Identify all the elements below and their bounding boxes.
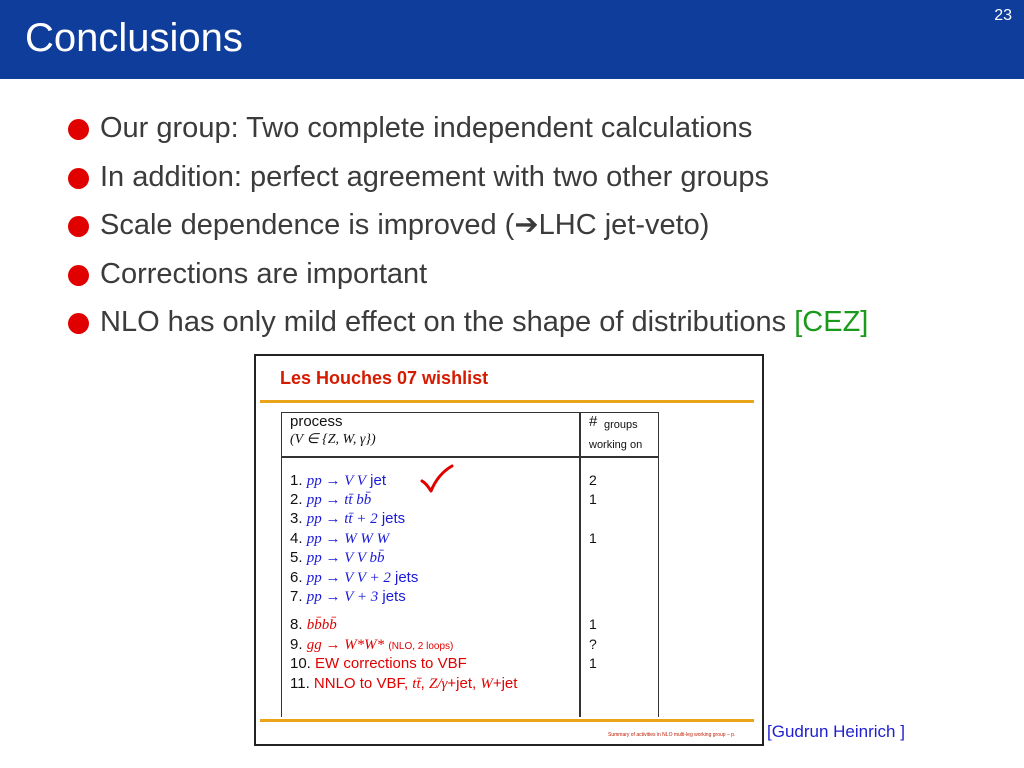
table-row <box>290 548 384 567</box>
gold-rule-bottom <box>260 719 754 722</box>
table-row <box>290 509 405 528</box>
row-text: +jet <box>492 675 518 692</box>
table-row <box>290 674 517 693</box>
table-row <box>290 568 418 587</box>
row-number: 3. <box>290 510 303 527</box>
row-text: NNLO to VBF, <box>313 675 413 692</box>
bullet-text: In addition: perfect agreement with two other groups <box>100 160 769 193</box>
table-row <box>290 654 467 673</box>
row-math: pp → W W W <box>306 531 390 547</box>
bullet-text: LHC jet-veto) <box>538 209 710 241</box>
row-text: jet <box>366 472 387 489</box>
header-bar <box>0 0 1024 79</box>
checkmark-icon <box>420 464 454 494</box>
bullet-text: NLO has only mild effect on the shape of distributions <box>100 306 795 338</box>
table-row <box>290 471 386 490</box>
bullet-list <box>68 104 868 347</box>
row-number: 5. <box>290 549 303 566</box>
row-number: 10. <box>290 655 311 672</box>
row-text: jets <box>377 510 406 527</box>
row-math: bb̄bb̄ <box>306 617 337 633</box>
row-text: jets <box>378 588 406 605</box>
table-row <box>290 587 406 606</box>
wishlist-table <box>281 412 659 717</box>
figure-footer <box>608 732 735 738</box>
footer-page: – p. <box>726 732 736 738</box>
bullet-dot-icon <box>68 265 89 286</box>
table-row <box>290 635 453 654</box>
bullet-text: Scale dependence is improved ( <box>100 209 515 241</box>
credit: [Gudrun Heinrich ] <box>767 722 905 741</box>
row-number: 1. <box>290 472 303 489</box>
bullet-dot-icon <box>68 313 89 334</box>
citation: [CEZ] <box>794 306 869 338</box>
row-groups: 1 <box>589 530 597 546</box>
bullet-item <box>68 104 868 153</box>
header-working-on: working on <box>589 439 643 451</box>
footer-text: Summary of activities in NLO multi-leg working group <box>608 732 726 738</box>
table-row <box>290 529 389 548</box>
bullet-item <box>68 153 868 202</box>
header-hash: # <box>589 413 598 430</box>
row-text: (NLO, 2 loops) <box>388 641 454 652</box>
wishlist-figure <box>254 354 764 746</box>
arrow-right-icon: ➔ <box>514 209 539 241</box>
row-groups: 1 <box>589 655 597 671</box>
row-number: 11. <box>290 675 310 692</box>
row-groups: 2 <box>589 472 597 488</box>
gold-rule-top <box>260 400 754 403</box>
row-text: +jet, <box>447 675 481 692</box>
page-number: 23 <box>994 7 1012 24</box>
bullet-dot-icon <box>68 119 89 140</box>
table-row <box>290 490 371 509</box>
row-number: 9. <box>290 636 303 653</box>
row-math: W <box>480 676 493 692</box>
row-math: pp → tt̄ bb̄ <box>306 492 372 508</box>
bullet-dot-icon <box>68 216 89 237</box>
row-number: 4. <box>290 530 303 547</box>
bullet-item <box>68 250 868 299</box>
figure-title: Les Houches 07 wishlist <box>280 368 489 388</box>
row-math: Z/γ <box>428 676 448 692</box>
row-math: gg → W*W* <box>306 637 385 653</box>
table-divider-vertical <box>579 413 581 717</box>
header-groups: groups <box>604 419 638 431</box>
header-process: process <box>290 413 343 430</box>
bullet-item <box>68 298 868 347</box>
table-row <box>290 615 337 634</box>
row-math: pp → tt̄ + 2 <box>306 511 378 527</box>
row-math: pp → V V bb̄ <box>306 550 385 566</box>
bullet-text: Corrections are important <box>100 257 428 290</box>
row-text: EW corrections to VBF <box>315 655 467 672</box>
bullet-item <box>68 201 868 250</box>
row-groups: 1 <box>589 491 597 507</box>
row-number: 2. <box>290 491 303 508</box>
bullet-text: Our group: Two complete independent calculations <box>100 112 753 144</box>
table-divider-horizontal <box>282 456 658 458</box>
header-process-sub: (V ∈ {Z, W, γ}) <box>290 432 376 447</box>
row-number: 8. <box>290 616 303 633</box>
row-groups: 1 <box>589 616 597 632</box>
row-number: 6. <box>290 569 303 586</box>
page-title: Conclusions <box>25 16 243 60</box>
row-math: pp → V V <box>306 473 366 489</box>
row-number: 7. <box>290 588 303 605</box>
row-text: jets <box>390 569 419 586</box>
row-groups: ? <box>589 636 597 652</box>
row-math: pp → V V + 2 <box>306 570 391 586</box>
row-math: tt̄ <box>412 676 421 692</box>
row-text: , <box>420 675 429 692</box>
row-math: pp → V + 3 <box>306 589 379 605</box>
bullet-dot-icon <box>68 168 89 189</box>
